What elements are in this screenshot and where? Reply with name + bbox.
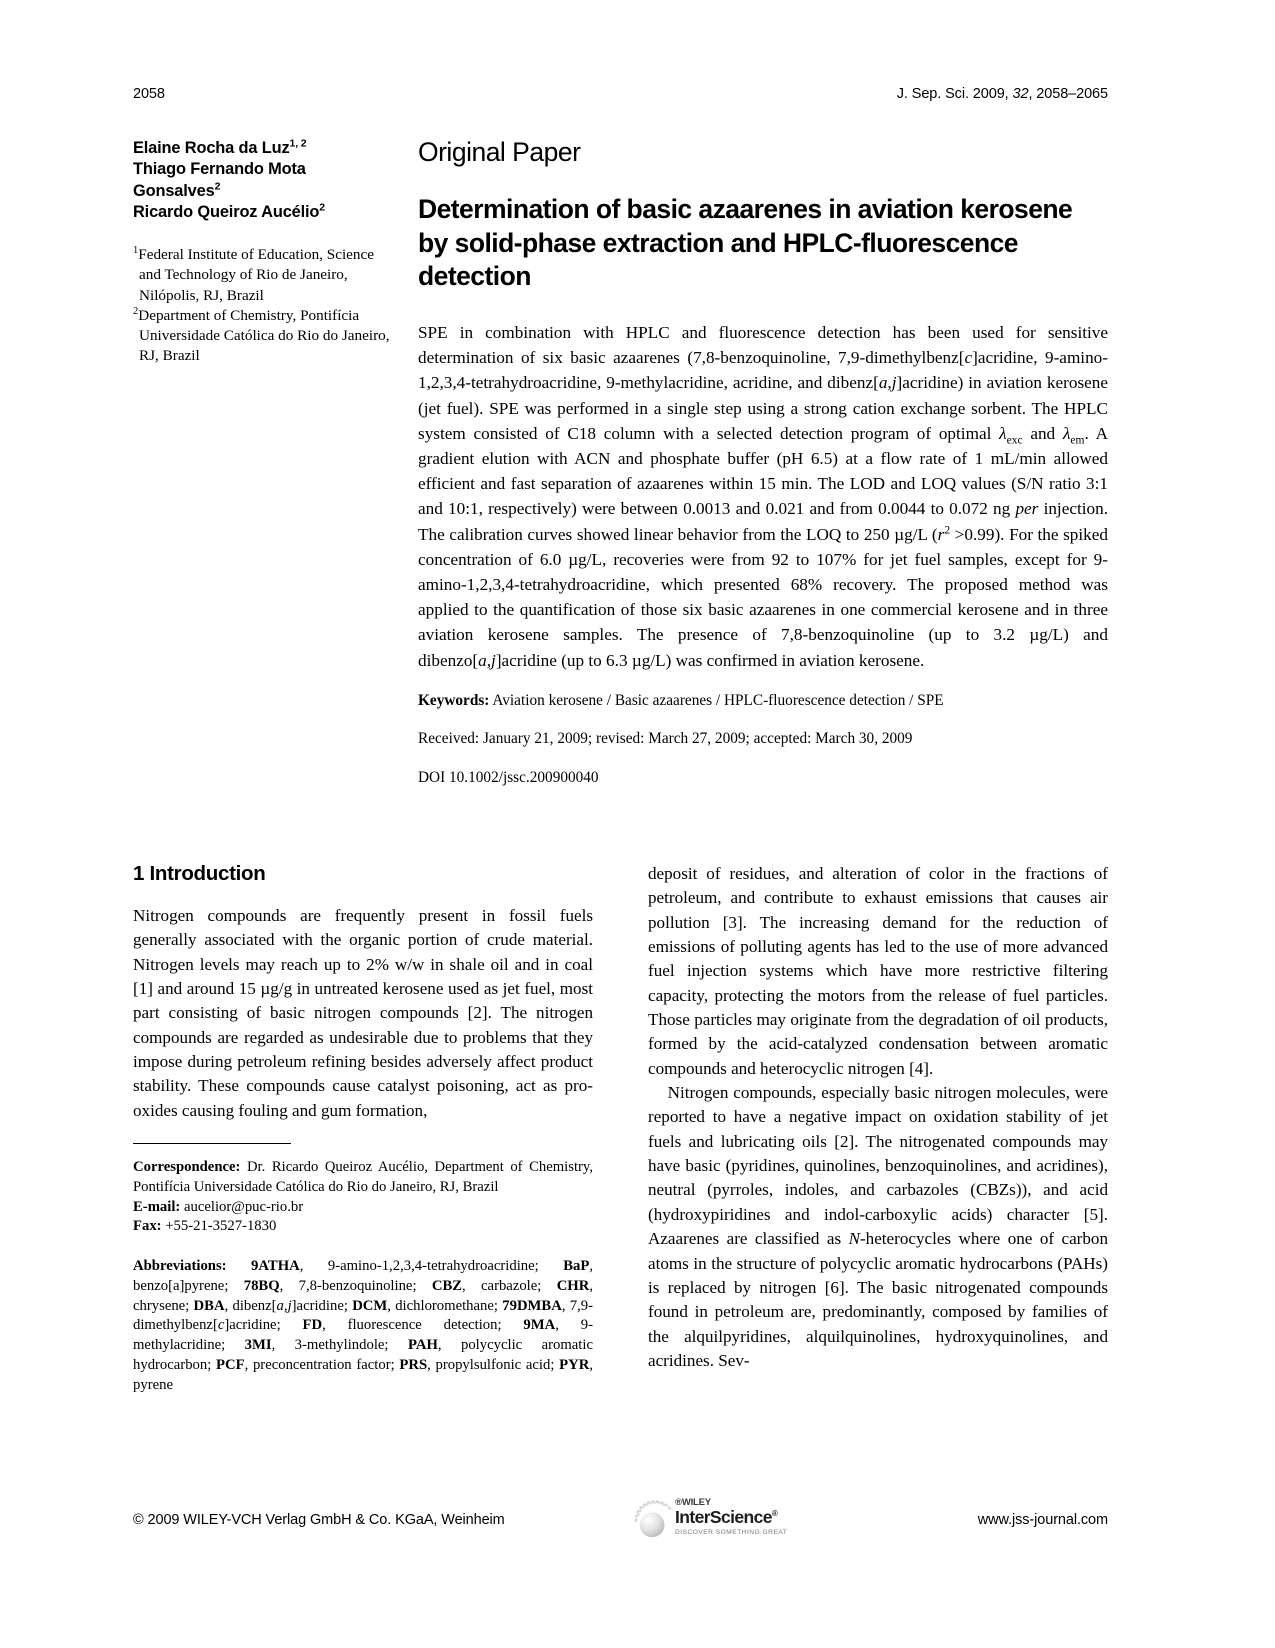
abbreviations-note <box>133 1257 593 1395</box>
correspondence-note <box>133 1158 593 1198</box>
doi-line: DOI 10.1002/jssc.200900040 <box>418 768 599 786</box>
paragraph: Nitrogen compounds, especially basic nitrogen molecules, were reported to have a negative impact on oxidation stability of jet fuels and lubricating oils [2]. The nitrogenated compounds may have basic (pyridines, quinolines, benzoquinolines, and acridines), neutral (pyrroles, indoles, and carbazoles (CBZs)), and acid (hydroxypiridines and indol-carboxylic acids) character [5]. Azaarenes are classified as N-heterocycles where one of carbon atoms in the structure of polycyclic aromatic hydrocarbons (PAHs) is replaced by nitrogen [6]. The basic nitrogenated compounds found in petroleum are, predominantly, composed by families of the alquilpyridines, alquilquinolines, hydroxyquinolines, and acridines. Sev- <box>648 1083 1108 1370</box>
correspondence-text: Dr. Ricardo Queiroz Aucélio, Department of Chemistry, Pontifícia Universidade Católica do Rio do Janeiro, RJ, Brazil <box>133 1159 593 1195</box>
author-affil-marker: 1, 2 <box>289 137 307 150</box>
affiliation-marker: 1 <box>133 245 139 257</box>
email-value[interactable]: aucelior@puc-rio.br <box>180 1198 304 1215</box>
author-name <box>133 138 395 159</box>
wiley-label: ®WILEY <box>675 1497 711 1508</box>
keywords-line <box>418 690 1108 711</box>
author-column <box>133 138 395 366</box>
article-type-kicker: Original Paper <box>418 137 581 167</box>
interscience-logo[interactable] <box>633 1496 843 1548</box>
body-column-left <box>133 862 593 1396</box>
title-abstract-column <box>418 138 1108 788</box>
keywords-value: Aviation kerosene / Basic azaarenes / HPLC-fluorescence detection / SPE <box>489 691 944 709</box>
article-body <box>133 862 1108 1482</box>
interscience-name <box>675 1509 787 1527</box>
interscience-tagline: DISCOVER SOMETHING GREAT <box>675 1528 788 1536</box>
registered-mark: ® <box>771 1509 778 1519</box>
interscience-name-text: InterScience <box>675 1507 772 1528</box>
author-name <box>133 159 395 180</box>
body-column-right <box>648 862 1108 1373</box>
fax-note <box>133 1217 593 1237</box>
author-affil-marker: 2 <box>319 201 325 214</box>
wiley-label-text: WILEY <box>681 1497 711 1508</box>
citation-prefix: J. Sep. Sci. 2009, <box>896 86 1013 102</box>
author-list <box>133 138 395 223</box>
citation-suffix: , 2058–2065 <box>1028 86 1108 102</box>
footnote-rule <box>133 1143 291 1144</box>
citation-volume: 32 <box>1012 86 1029 102</box>
fax-label: Fax: <box>133 1218 162 1235</box>
journal-citation <box>897 86 1108 102</box>
affiliation-item <box>133 306 395 366</box>
copyright-line: © 2009 WILEY-VCH Verlag GmbH & Co. KGaA, Weinheim <box>133 1512 505 1528</box>
abbreviations-label: Abbreviations: <box>133 1258 227 1275</box>
paragraph: Nitrogen compounds are frequently present in fossil fuels generally associated with the organic portion of crude material. Nitrogen levels may reach up to 2% w/w in shale oil and in coal [1] and around 15 µg/g in untreated kerosene used as jet fuel, most part consisting of basic nitrogen compounds [2]. The nitrogen compounds are regarded as undesirable due to problems that they impose during petroleum refining besides adversely affect product stability. These compounds cause catalyst poisoning, act as pro-oxides causing fouling and gum formation, <box>133 906 593 1120</box>
affiliation-text: Department of Chemistry, Pontifícia Universidade Católica do Rio do Janeiro, RJ, Brazil <box>138 306 390 365</box>
author-name-text: Thiago Fernando Mota <box>133 160 306 179</box>
page-footer <box>133 1496 1108 1556</box>
abbreviations-text: 9ATHA, 9-amino-1,2,3,4-tetrahydroacridine; BaP, benzo[a]pyrene; 78BQ, 7,8-benzoquinoline; CBZ, carbazole; CHR, chrysene; DBA, dibenz[a,j]acridine; DCM, dichloromethane; 79DMBA, 7,9-dimethylbenz[c]acridine; FD, fluorescence detection; 9MA, 9-methylacridine; 3MI, 3-methylindole; PAH, polycyclic aromatic hydrocarbon; PCF, preconcentration factor; PRS, propylsulfonic acid; PYR, pyrene <box>133 1258 593 1393</box>
correspondence-label: Correspondence: <box>133 1159 241 1176</box>
author-name-text: Gonsalves <box>133 181 215 200</box>
affiliation-list <box>133 245 395 366</box>
author-affil-marker: 2 <box>214 180 221 193</box>
article-history: Received: January 21, 2009; revised: March 27, 2009; accepted: March 30, 2009 <box>418 730 913 748</box>
interscience-wordmark <box>675 1498 787 1536</box>
author-name-text: Elaine Rocha da Luz <box>133 139 290 157</box>
page-folio: 2058 <box>133 86 165 102</box>
abstract: SPE in combination with HPLC and fluorescence detection has been used for sensitive determination of six basic azaarenes (7,8-benzoquinoline, 7,9-dimethylbenz[c]acridine, 9-amino-1,2,3,4-tetrahydroacridine, 9-methylacridine, acridine, and dibenz[a,j]acridine) in aviation kerosene (jet fuel). SPE was performed in a single step using a strong cation exchange sorbent. The HPLC system consisted of C18 column with a selected detection program of optimal $\lambda_{exc}$ and $\lambda_{em}$. A gradient elution with ACN and phosphate buffer (pH 6.5) at a flow rate of 1 mL/min allowed efficient and fast separation of azaarenes within 15 min. The LOD and LOQ values (S/N ratio 3:1 and 10:1, respectively) were between 0.0013 and 0.021 and from 0.0044 to 0.072 ng per injection. The calibration curves showed linear behavior from the LOQ to 250 µg/L $(r^2 >0.99)$. For the spiked concentration of 6.0 µg/L, recoveries were from 92 to 107% for jet fuel samples, except for 9-amino-1,2,3,4-tetrahydroacridine, which presented 68% recovery. The proposed method was applied to the quantification of those six basic azaarenes in one commercial kerosene and in three aviation kerosene samples. The presence of 7,8-benzoquinoline (up to 3.2 µg/L) and dibenzo[a,j]acridine (up to 6.3 µg/L) was confirmed in aviation kerosene. <box>418 323 1109 670</box>
running-head <box>133 86 1108 102</box>
author-name-text: Ricardo Queiroz Aucélio <box>133 202 320 221</box>
journal-website[interactable]: www.jss-journal.com <box>977 1512 1108 1528</box>
keywords-label: Keywords: <box>418 691 490 709</box>
email-label: E-mail: <box>133 1198 181 1215</box>
affiliation-item <box>133 245 395 305</box>
section-heading-introduction: 1 Introduction <box>133 862 266 885</box>
affiliation-marker: 2 <box>133 305 139 317</box>
paragraph: deposit of residues, and alteration of color in the fractions of petroleum, and contribute to exhaust emissions that causes air pollution [3]. The increasing demand for the reduction of emissions of polluting agents has led to the use of more advanced fuel injection systems which have more restrictive filtering capacity, protecting the motors from the release of fuel particles. Those particles may originate from the degradation of oil products, formed by the acid-catalyzed condensation between aromatic compounds and heterocyclic nitrogen [4]. <box>648 864 1108 1078</box>
email-note <box>133 1198 593 1218</box>
affiliation-text: Federal Institute of Education, Science and Technology of Rio de Janeiro, Nilópolis, RJ, Brazil <box>138 246 374 304</box>
author-name <box>133 202 395 223</box>
page-title: Determination of basic azaarenes in aviation kerosene by solid-phase extraction and HPLC-fluorescence detection <box>418 194 1073 292</box>
interscience-swoosh-icon <box>633 1500 675 1542</box>
fax-value: +55-21-3527-1830 <box>161 1218 277 1235</box>
author-name <box>133 181 395 202</box>
